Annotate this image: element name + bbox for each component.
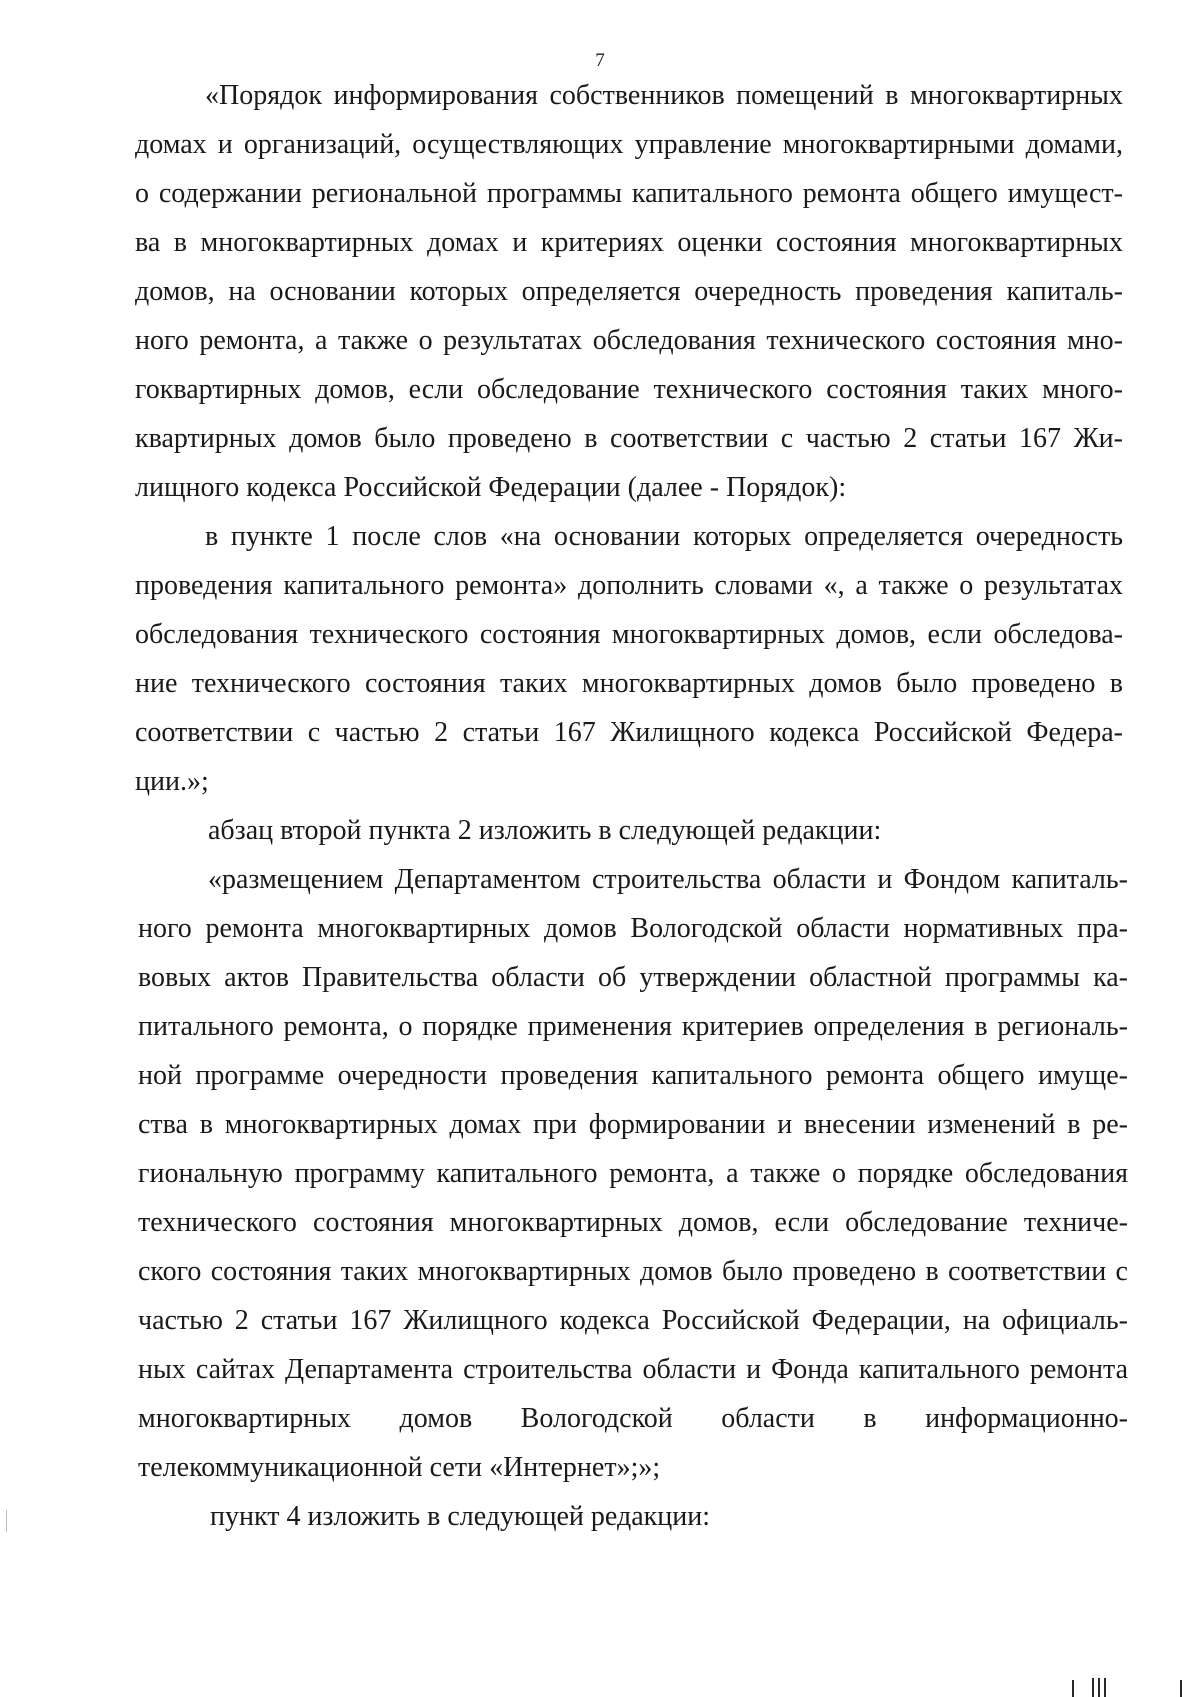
text-line: домов, на основании которых определяется очередность проведения капиталь- <box>135 276 1123 307</box>
text-line: соответствии с частью 2 статьи 167 Жилищного кодекса Российской Федера- <box>135 717 1123 748</box>
text-line: «Порядок информирования собственников помещений в многоквартирных <box>205 80 1123 111</box>
text-line: лищного кодекса Российской Федерации (далее - Порядок): <box>135 472 847 503</box>
text-line: многоквартирных домов Вологодской области в информационно- <box>138 1403 1128 1434</box>
text-line: ства в многоквартирных домах при формировании и внесении изменений в ре- <box>138 1109 1128 1140</box>
text-line: питального ремонта, о порядке применения критериев определения в региональ- <box>138 1011 1128 1042</box>
scan-mark <box>1180 1680 1182 1697</box>
text-line: пункт 4 изложить в следующей редакции: <box>210 1501 710 1532</box>
text-line: в пункте 1 после слов «на основании которых определяется очередность <box>205 521 1123 552</box>
text-line: ние технического состояния таких многоквартирных домов было проведено в <box>135 668 1123 699</box>
text-line: ного ремонта многоквартирных домов Вологодской области нормативных пра- <box>138 913 1128 944</box>
text-line: вовых актов Правительства области об утверждении областной программы ка- <box>138 962 1128 993</box>
scan-mark <box>1092 1678 1094 1697</box>
text-line: абзац второй пункта 2 изложить в следующей редакции: <box>208 815 882 846</box>
text-line: обследования технического состояния многоквартирных домов, если обследова- <box>135 619 1123 650</box>
scan-mark <box>1104 1678 1106 1697</box>
text-line: гоквартирных домов, если обследование технического состояния таких много- <box>135 374 1123 405</box>
text-line: ной программе очередности проведения капитального ремонта общего имуще- <box>138 1060 1128 1091</box>
text-line: ва в многоквартирных домах и критериях оценки состояния многоквартирных <box>135 227 1123 258</box>
text-line: проведения капитального ремонта» дополнить словами «, а также о результатах <box>135 570 1123 601</box>
text-line: телекоммуникационной сети «Интернет»;»; <box>138 1452 661 1483</box>
text-line: ного ремонта, а также о результатах обследования технического состояния мно- <box>135 325 1123 356</box>
text-line: о содержании региональной программы капитального ремонта общего имущест- <box>135 178 1123 209</box>
text-line: домах и организаций, осуществляющих управление многоквартирными домами, <box>135 129 1123 160</box>
scan-edge-artifact <box>6 1510 7 1532</box>
text-line: частью 2 статьи 167 Жилищного кодекса Российской Федерации, на официаль- <box>138 1305 1128 1336</box>
text-line: гиональную программу капитального ремонта, а также о порядке обследования <box>138 1158 1128 1189</box>
text-line: ции.»; <box>135 766 209 797</box>
scan-mark <box>1072 1680 1074 1697</box>
text-line: ского состояния таких многоквартирных домов было проведено в соответствии с <box>138 1256 1128 1287</box>
text-line: технического состояния многоквартирных домов, если обследование техниче- <box>138 1207 1128 1238</box>
scan-mark <box>1098 1678 1100 1697</box>
text-line: «размещением Департаментом строительства области и Фондом капиталь- <box>208 864 1128 895</box>
page-number: 7 <box>595 50 605 71</box>
text-line: квартирных домов было проведено в соответствии с частью 2 статьи 167 Жи- <box>135 423 1123 454</box>
text-line: ных сайтах Департамента строительства области и Фонда капитального ремонта <box>138 1354 1128 1385</box>
